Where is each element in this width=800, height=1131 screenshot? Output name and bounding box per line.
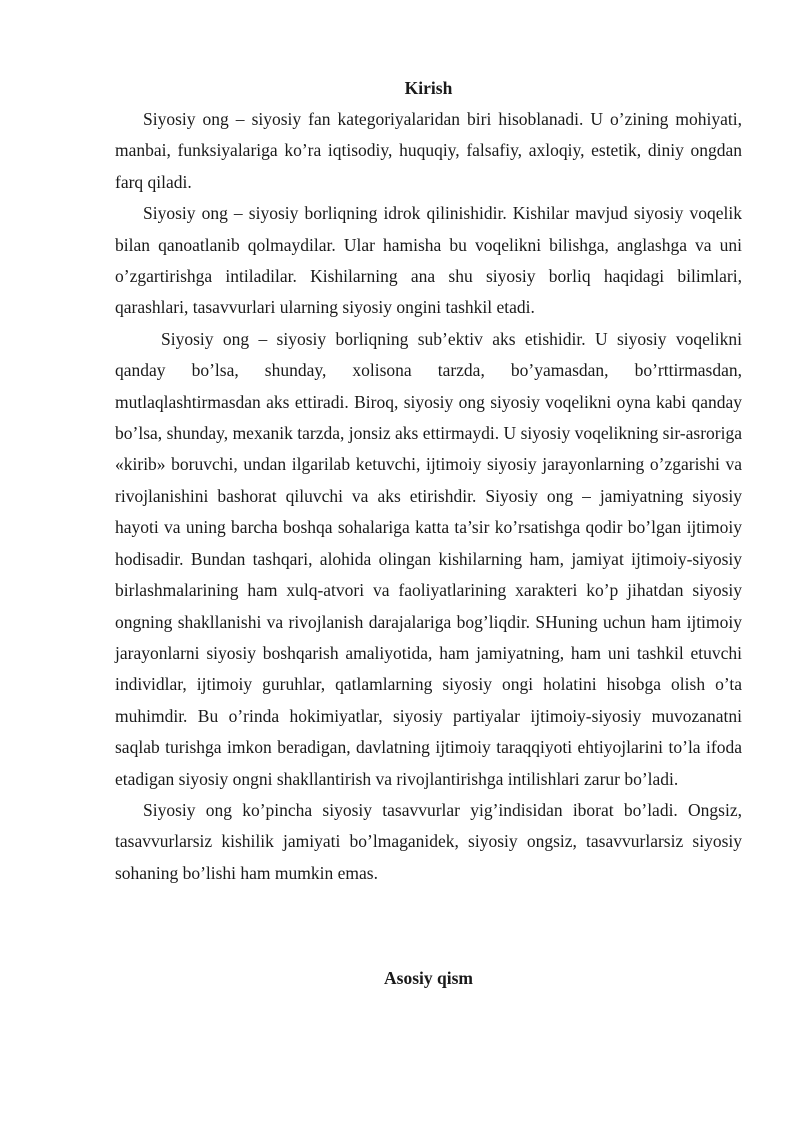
- document-page: [115, 72, 742, 994]
- paragraph-4: Siyosiy ong ko’pincha siyosiy tasavvurlar yig’indisidan iborat bo’ladi. Ongsiz, tasavvurlarsiz kishilik jamiyati bo’lmaganidek, siyosiy ongsiz, tasavvurlarsiz siyosiy sohaning bo’lishi ham mumkin emas.: [115, 799, 742, 883]
- paragraph-3: Siyosiy ong – siyosiy borliqning sub’ektiv aks etishidir. U siyosiy voqelikni qanday bo’lsa, shunday, xolisona tarzda, bo’yamasdan, bo’rttirmasdan, mutlaqlashtirmasdan aks ettiradi. Biroq, siyosiy ong siyosiy voqelikni oyna kabi qanday bo’lsa, shunday, mexanik tarzda, jonsiz aks ettirmaydi. U siyosiy voqelikning sir-asroriga «kirib» boruvchi, undan ilgarilab ketuvchi, ijtimoiy siyosiy jarayonlarning o’zgarishi va rivojlanishini bashorat qiluvchi va aks etirishdir. Siyosiy ong – jamiyatning siyosiy hayoti va uning barcha boshqa sohalariga katta ta’sir ko’rsatishga qodir bo’lgan ijtimoiy hodisadir. Bundan tashqari, alohida olingan kishilarning ham, jamiyat ijtimoiy-siyosiy birlashmalarining ham xulq-atvori va faoliyatlarining xarakteri ko’p jihatdan siyosiy ongning shakllanishi va rivojlanish darajalariga bog’liqdir. SHuning uchun ham ijtimoiy jarayonlarni siyosiy boshqarish amaliyotida, ham jamiyatning, ham uni tashkil etuvchi individlar, ijtimoiy guruhlar, qatlamlarning siyosiy ongi holatini hisobga olish o’ta muhimdir. Bu o’rinda hokimiyatlar, siyosiy partiyalar ijtimoiy-siyosiy muvozanatni saqlab turishga imkon beradigan, davlatning ijtimoiy taraqqiyoti ehtiyojlarini to’la ifoda etadigan siyosiy ongni shakllantirish va rivojlantirishga intilishlari zarur bo’ladi.: [115, 328, 742, 789]
- section-spacer: [115, 889, 742, 962]
- main-heading: Asosiy qism: [384, 968, 473, 989]
- paragraph-2: Siyosiy ong – siyosiy borliqning idrok qilinishidir. Kishilar mavjud siyosiy voqelik bilan qanoatlanib qolmaydilar. Ular hamisha bu voqelikni bilishga, anglashga va uni o’zgartirishga intiladilar. Kishilarning ana shu siyosiy borliq haqidagi bilimlari, qarashlari, tasavvurlari ularning siyosiy ongini tashkil etadi.: [115, 203, 742, 318]
- paragraph-1: Siyosiy ong – siyosiy fan kategoriyalaridan biri hisoblanadi. U o’zining mohiyati, manbai, funksiyalariga ko’ra iqtisodiy, huquqiy, falsafiy, axloqiy, estetik, diniy ongdan farq qiladi.: [115, 109, 742, 192]
- intro-heading: Kirish: [404, 78, 453, 98]
